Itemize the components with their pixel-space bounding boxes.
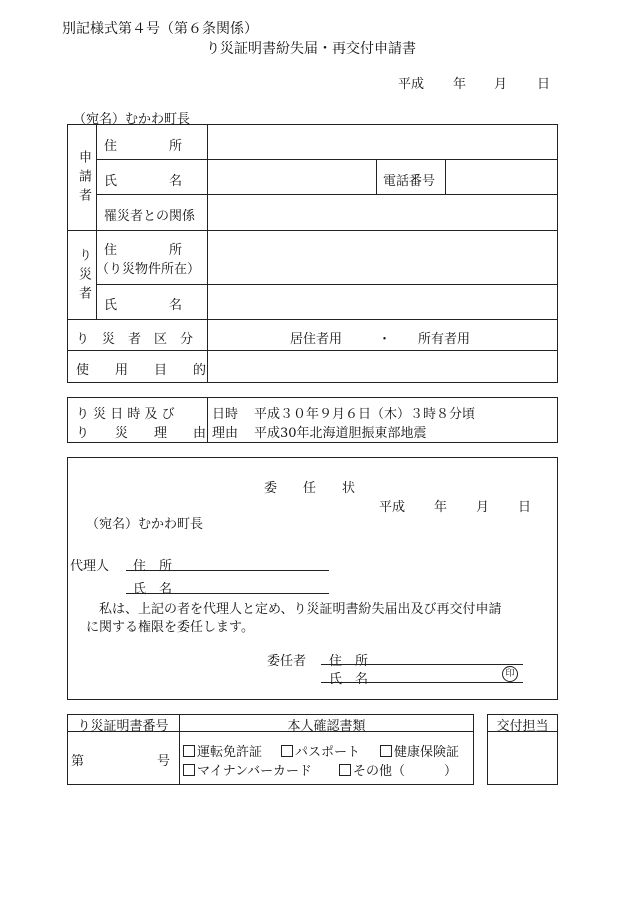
doc-passport-checkbox[interactable] <box>281 741 360 760</box>
staff-field[interactable] <box>488 732 557 784</box>
date-day: 日 <box>537 77 551 92</box>
form-title: り災証明書紛失届・再交付申請書 <box>206 41 416 57</box>
cert-no-suffix: 号 <box>157 754 171 769</box>
datetime-prefix: 日時 <box>212 407 239 422</box>
applicant-name-field[interactable] <box>208 160 375 193</box>
form-number: 別記様式第４号（第６条関係） <box>62 21 258 37</box>
disaster-label-2: り 災 理 由 <box>76 426 207 441</box>
delegator-address-line[interactable] <box>321 664 523 665</box>
disaster-label-1: り 災 日 時 及 び <box>76 407 175 422</box>
doc-other-label: その他（ ） <box>353 764 458 779</box>
doc-mynumber-checkbox[interactable] <box>183 760 312 779</box>
doc-license-checkbox[interactable] <box>183 741 262 760</box>
proxy-text-line1: 私は、上記の者を代理人と定め、り災証明書紛失届出及び再交付申請 <box>99 602 502 617</box>
date-month: 月 <box>494 77 508 92</box>
reason-value: 平成30年北海道胆振東部地震 <box>254 426 427 441</box>
victim-address-label: 住 所 <box>104 243 183 258</box>
delegator-address-label: 住 所 <box>329 654 369 669</box>
addressee: （宛名）むかわ町長 <box>73 112 191 127</box>
category-label: り 災 者 区 分 <box>76 332 194 347</box>
victim-group-label: り災者 <box>76 248 91 305</box>
cert-no-header: り災証明書番号 <box>77 719 169 734</box>
doc-insurance-checkbox[interactable] <box>380 741 459 760</box>
agent-address-label: 住 所 <box>133 559 173 574</box>
phone-field[interactable] <box>446 160 557 193</box>
victim-address-sub-label: （り災物件所在） <box>96 262 201 277</box>
date-era: 平成 <box>398 77 425 92</box>
agent-label: 代理人 <box>70 559 110 574</box>
purpose-label: 使 用 目 的 <box>76 363 207 378</box>
victim-name-label: 氏 名 <box>104 298 183 313</box>
agent-name-line[interactable] <box>126 593 329 594</box>
doc-mynumber-label: マイナンバーカード <box>197 764 312 779</box>
cert-no-prefix: 第 <box>71 754 85 769</box>
proxy-date-era: 平成 <box>379 500 406 515</box>
applicant-group-label: 申請者 <box>76 150 91 207</box>
doc-passport-label: パスポート <box>295 745 361 760</box>
category-option-owner[interactable]: 所有者用 <box>418 332 471 347</box>
seal-mark: 印 <box>502 666 518 682</box>
phone-label: 電話番号 <box>383 174 436 189</box>
category-option-resident[interactable]: 居住者用 <box>290 332 343 347</box>
applicant-name-label: 氏 名 <box>104 174 183 189</box>
proxy-text-line2: に関する権限を委任します。 <box>86 620 254 635</box>
date-year: 年 <box>453 77 467 92</box>
victim-address-field[interactable] <box>208 231 557 283</box>
agent-name-label: 氏 名 <box>133 582 173 597</box>
proxy-addressee: （宛名）むかわ町長 <box>86 517 204 532</box>
proxy-title: 委 任 状 <box>264 481 356 496</box>
staff-header: 交付担当 <box>496 719 549 734</box>
delegator-label: 委任者 <box>267 654 307 669</box>
applicant-address-field[interactable] <box>208 125 557 158</box>
proxy-date-year: 年 <box>434 500 448 515</box>
category-separator: ・ <box>378 332 392 347</box>
proxy-date-month: 月 <box>476 500 490 515</box>
relation-field[interactable] <box>208 195 557 229</box>
delegator-name-label: 氏 名 <box>329 672 369 687</box>
reason-prefix: 理由 <box>212 426 239 441</box>
agent-address-line[interactable] <box>126 570 329 571</box>
purpose-field[interactable] <box>208 351 557 382</box>
doc-license-label: 運転免許証 <box>197 745 263 760</box>
victim-name-field[interactable] <box>208 285 557 318</box>
datetime-value: 平成３０年９月６日（木）３時８分頃 <box>254 407 476 422</box>
id-docs-header: 本人確認書類 <box>287 719 366 734</box>
delegator-name-line[interactable] <box>321 682 523 683</box>
relation-label: 罹災者との関係 <box>104 209 196 224</box>
applicant-address-label: 住 所 <box>104 139 183 154</box>
doc-other-checkbox[interactable] <box>339 760 457 779</box>
doc-insurance-label: 健康保険証 <box>394 745 460 760</box>
proxy-date-day: 日 <box>518 500 532 515</box>
